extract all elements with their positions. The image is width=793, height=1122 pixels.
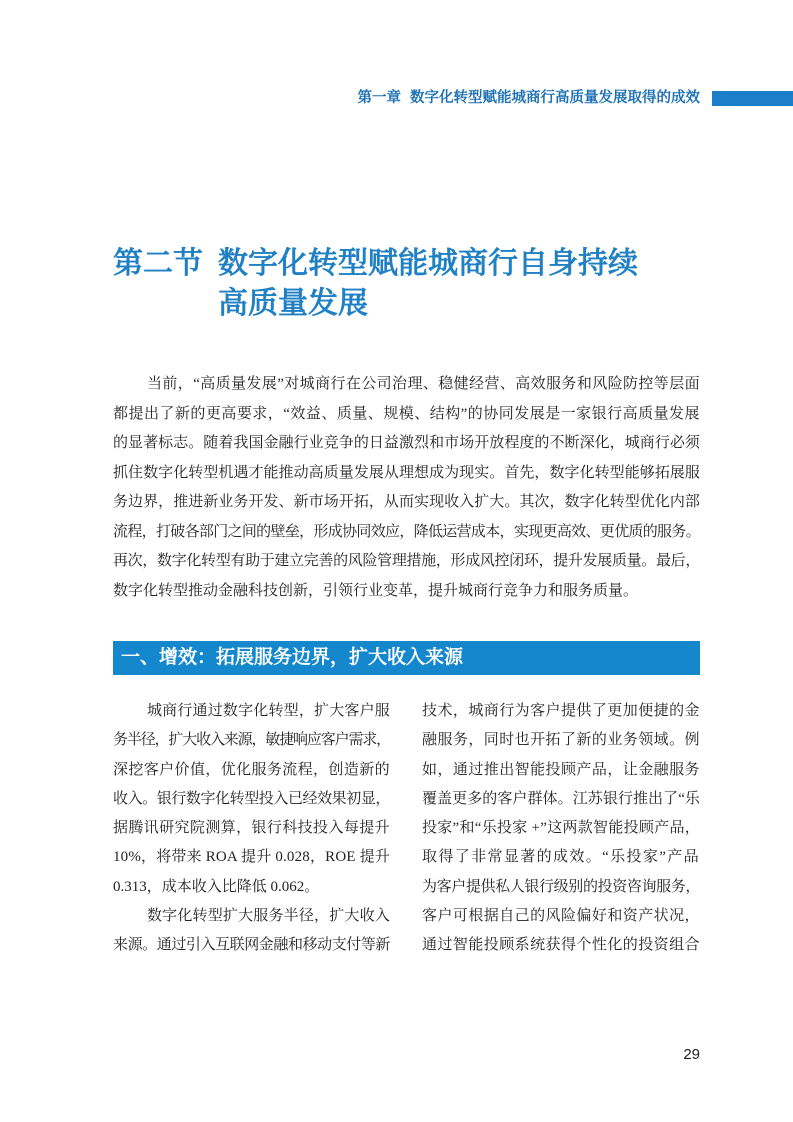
left-column-line-text: 城商行通过数字化转型，扩大客户服 [147,703,390,719]
right-column-line [422,843,700,872]
section-number: 第二节 [113,247,203,280]
intro-line [113,488,700,518]
left-column-line [147,902,390,931]
left-column-line [113,843,390,872]
running-header [358,88,701,108]
right-column-line-text: 如，通过推出智能投顾产品，让金融服务 [422,761,700,778]
intro-line [147,370,700,400]
intro-line [113,518,700,548]
left-column-line [113,726,390,755]
right-column-line-text: 融服务，同时也开拓了新的业务领域。例 [422,732,700,749]
left-column-line-text: 据腾讯研究院测算，银行科技投入每提升 [113,820,390,836]
right-column-line [422,697,700,726]
intro-line-text: 抓住数字化转型机遇才能推动高质量发展从理想成为现实。首先，数字化转型能够拓展服 [113,464,700,481]
right-column-line [422,814,700,843]
header-accent-bar [712,91,793,106]
right-column-line-text: 投家”和“乐投家 +”这两款智能投顾产品， [422,820,700,836]
right-column-line [422,931,700,960]
intro-line-text: 数字化转型推动金融科技创新，引领行业变革，提升城商行竞争力和服务质量。 [113,582,639,599]
section-title-text [218,244,638,324]
left-column-line-text: 10%，将带来 ROA 提升 0.028，ROE 提升 [113,849,390,866]
intro-line [113,547,700,577]
section-title [113,244,638,324]
right-column-line [422,726,700,755]
left-column-line-text: 来源。通过引入互联网金融和移动支付等新 [113,937,390,953]
intro-paragraph [113,370,700,606]
intro-line-text: 当前，“高质量发展”对城商行在公司治理、稳健经营、高效服务和风险防控等层面 [147,376,700,392]
left-column [113,697,390,960]
intro-line [113,577,700,607]
left-column-line-text: 深挖客户价值，优化服务流程，创造新的 [113,761,390,778]
subsection-heading: 一、增效：拓展服务边界，扩大收入来源 [121,647,464,668]
chapter-number: 第一章 [357,90,401,106]
left-column-line [113,756,390,785]
right-column-line [422,785,700,814]
left-column-line [113,873,390,902]
section-title-line-2: 高质量发展 [218,287,368,320]
right-column-line [422,902,700,931]
intro-line [113,459,700,489]
intro-line-text: 流程，打破各部门之间的壁垒，形成协同效应，降低运营成本，实现更高效、更优质的服务。 [113,523,700,540]
section-title-line-1: 数字化转型赋能城商行自身持续 [218,247,638,280]
right-column-line-text: 客户可根据自己的风险偏好和资产状况， [422,907,700,924]
chapter-title: 数字化转型赋能城商行高质量发展取得的成效 [410,90,700,106]
right-column-line-text: 通过智能投顾系统获得个性化的投资组合 [422,937,700,953]
left-column-line [147,697,390,726]
right-column-line-text: 覆盖更多的客户群体。江苏银行推出了“乐 [422,790,700,807]
right-column-line [422,873,700,902]
right-column [422,697,700,960]
intro-line [113,429,700,459]
page-number: 29 [683,1046,700,1063]
right-column-line [422,756,700,785]
intro-line-text: 务边界，推进新业务开发、新市场开拓，从而实现收入扩大。其次，数字化转型优化内部 [113,494,700,510]
left-column-line-text: 0.313，成本收入比降低 0.062。 [113,878,320,895]
intro-line-text: 再次，数字化转型有助于建立完善的风险管理措施，形成风控闭环，提升发展质量。最后， [113,553,700,569]
left-column-line-text: 务半径，扩大收入来源，敏捷响应客户需求， [113,732,390,749]
intro-line [113,400,700,430]
right-column-line-text: 为客户提供私人银行级别的投资咨询服务， [422,878,700,895]
left-column-line [113,814,390,843]
left-column-line-text: 数字化转型扩大服务半径，扩大收入 [147,907,390,924]
subsection-heading-bar [113,641,700,675]
left-column-line [113,931,390,960]
left-column-line-text: 收入。银行数字化转型投入已经效果初显， [113,790,390,807]
intro-line-text: 都提出了新的更高要求，“效益、质量、规模、结构”的协同发展是一家银行高质量发展 [113,405,700,422]
right-column-line-text: 取得了非常显著的成效。“乐投家”产品 [422,849,700,866]
left-column-line [113,785,390,814]
intro-line-text: 的显著标志。随着我国金融行业竞争的日益激烈和市场开放程度的不断深化，城商行必须 [113,435,700,451]
right-column-line-text: 技术，城商行为客户提供了更加便捷的金 [422,703,700,719]
